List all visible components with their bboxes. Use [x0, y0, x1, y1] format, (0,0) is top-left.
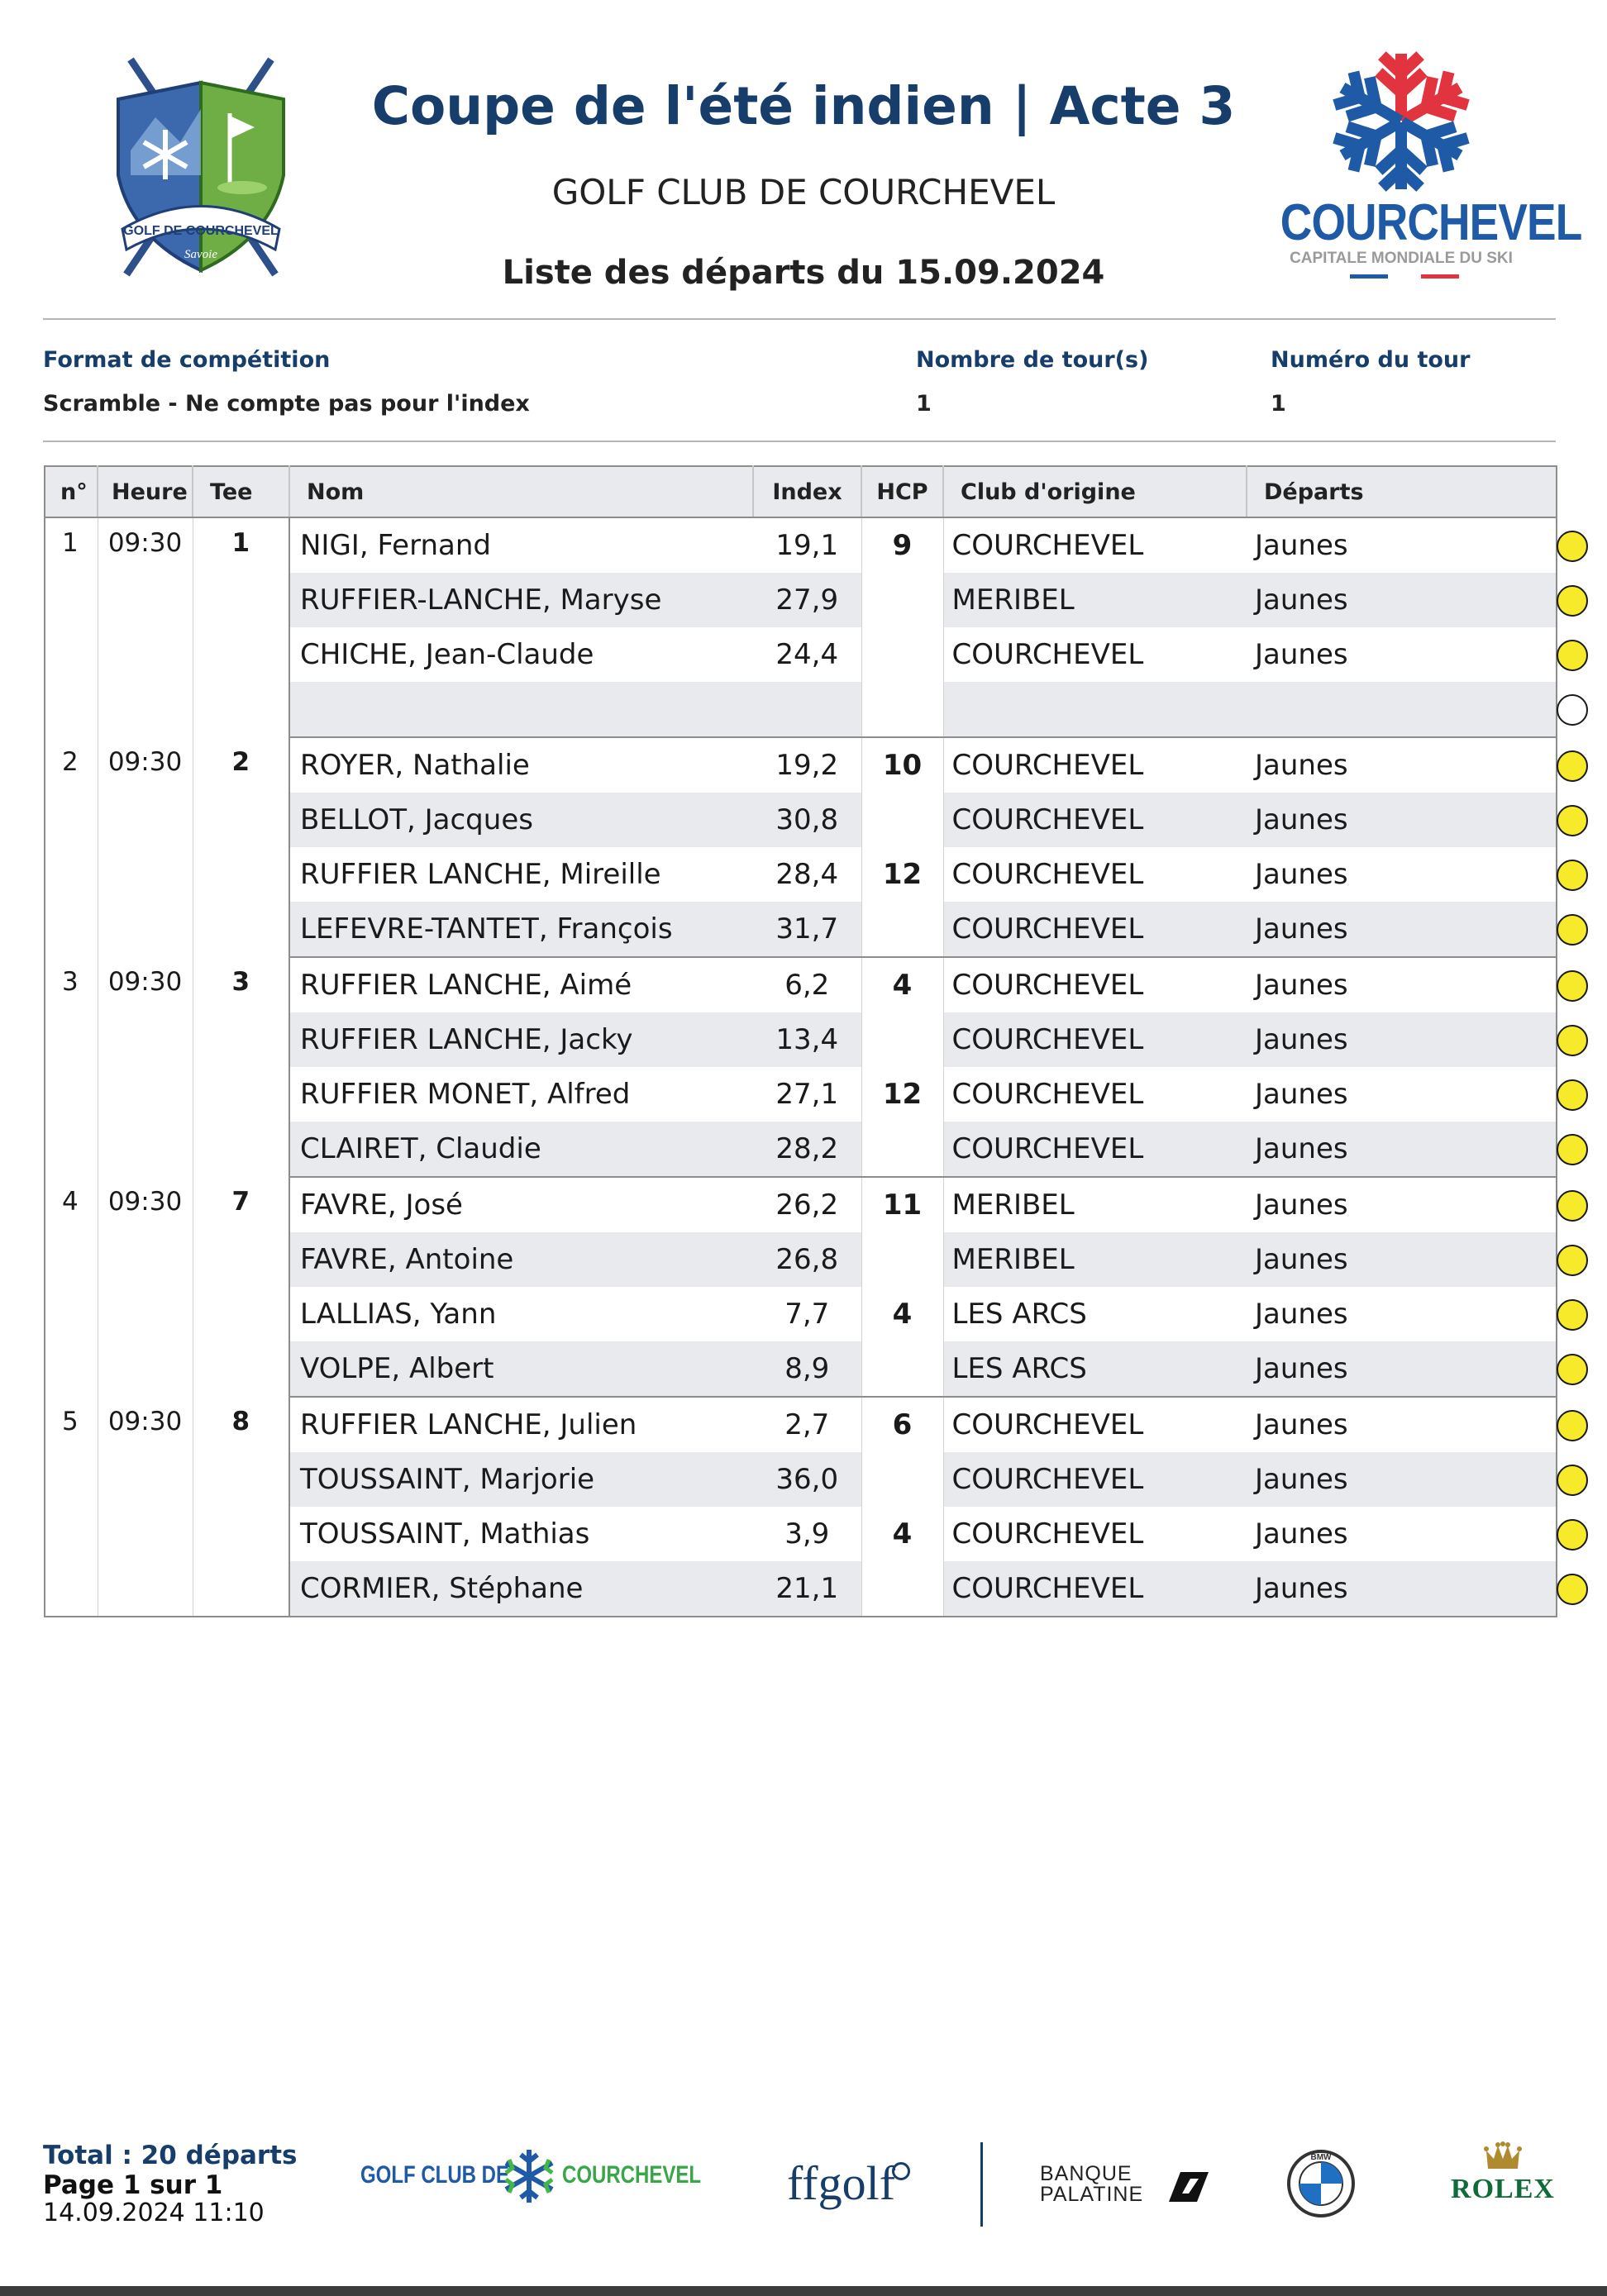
group-number: 5	[62, 1407, 79, 1436]
group-number: 3	[62, 967, 79, 997]
player-index: 28,2	[753, 1122, 861, 1177]
group-time: 09:30	[98, 517, 193, 737]
group-time: 09:30	[98, 1397, 193, 1617]
player-hcp	[861, 902, 943, 957]
player-tee-color: Jaunes	[1255, 1078, 1348, 1111]
player-tee-color: Jaunes	[1247, 1561, 1557, 1617]
player-name: VOLPE, Albert	[289, 1341, 753, 1397]
player-name: NIGI, Fernand	[300, 529, 491, 562]
player-index: 30,8	[753, 793, 861, 847]
ffgolf-text: ffgolf	[787, 2156, 896, 2210]
player-club: LES ARCS	[951, 1298, 1087, 1331]
yellow-tee-marker-icon	[1557, 1079, 1588, 1111]
player-club: COURCHEVEL	[951, 749, 1144, 782]
palatine-text: PALATINE	[1040, 2183, 1144, 2206]
player-hcp	[861, 573, 943, 627]
start-list-body	[45, 517, 1557, 1617]
player-club: COURCHEVEL	[951, 1408, 1144, 1441]
total-starts: Total : 20 départs	[43, 2141, 298, 2170]
group-number: 1	[62, 528, 79, 558]
yellow-tee-marker-icon	[1557, 1299, 1588, 1331]
player-hcp: 6	[861, 1397, 943, 1452]
player-club: COURCHEVEL	[951, 969, 1144, 1002]
yellow-tee-marker-icon	[1557, 914, 1588, 946]
club-name: GOLF CLUB DE COURCHEVEL	[551, 172, 1056, 212]
col-header-club: Club d'origine	[943, 466, 1247, 517]
page-indicator: Page 1 sur 1	[43, 2170, 223, 2200]
player-hcp	[861, 793, 943, 847]
player-row	[45, 517, 1557, 573]
rolex-text: ROLEX	[1451, 2174, 1555, 2204]
group-time: 09:30	[98, 1177, 193, 1397]
player-hcp	[861, 682, 943, 737]
courchevel-logo	[1261, 51, 1582, 287]
yellow-tee-marker-icon	[1557, 805, 1588, 836]
player-club: COURCHEVEL	[943, 902, 1247, 957]
player-name: RUFFIER LANCHE, Aimé	[300, 969, 632, 1002]
sponsor-ffgolf-logo	[787, 2155, 895, 2213]
player-hcp	[861, 1341, 943, 1397]
player-tee-color: Jaunes	[1247, 902, 1557, 957]
player-club: COURCHEVEL	[943, 1561, 1247, 1617]
player-club: LES ARCS	[943, 1341, 1247, 1397]
player-index: 27,1	[775, 1078, 839, 1111]
player-hcp: 4	[861, 1287, 943, 1341]
player-club: COURCHEVEL	[951, 1078, 1144, 1111]
player-index: 28,4	[775, 858, 839, 891]
player-tee-color: Jaunes	[1255, 858, 1348, 891]
col-header-number: n°	[45, 466, 98, 517]
player-hcp	[861, 627, 943, 682]
snowflake-icon	[499, 2146, 559, 2206]
courchevel-tagline: CAPITALE MONDIALE DU SKI	[1290, 250, 1513, 267]
player-row	[45, 1397, 1557, 1452]
player-hcp: 12	[861, 847, 943, 902]
player-index: 19,2	[775, 749, 839, 782]
group-time: 09:30	[98, 957, 193, 1177]
crest-subtext: Savoie	[184, 248, 217, 261]
rounds-label: Nombre de tour(s)	[916, 347, 1149, 373]
table-header-row	[45, 466, 1557, 517]
group-time: 09:30	[98, 737, 193, 957]
empty-tee-marker-icon	[1557, 694, 1588, 726]
player-hcp: 11	[861, 1177, 943, 1232]
player-name: RUFFIER LANCHE, Mireille	[300, 858, 661, 891]
player-name: FAVRE, José	[300, 1188, 463, 1222]
group-tee: 1	[193, 517, 289, 737]
player-tee-color: Jaunes	[1255, 1517, 1348, 1551]
sponsor-golf-club-courchevel-logo	[360, 2145, 708, 2211]
player-index: 26,8	[753, 1232, 861, 1287]
player-tee-color: Jaunes	[1247, 1452, 1557, 1507]
player-index	[753, 682, 861, 737]
sponsor-banque-palatine-logo	[1040, 2164, 1222, 2213]
player-row	[45, 737, 1557, 793]
player-hcp: 9	[861, 517, 943, 573]
player-index: 13,4	[753, 1012, 861, 1067]
yellow-tee-marker-icon	[1557, 1245, 1588, 1276]
sponsor-bmw-logo	[1286, 2149, 1356, 2218]
player-name: CHICHE, Jean-Claude	[300, 638, 594, 671]
player-index: 2,7	[784, 1408, 830, 1441]
player-hcp: 4	[861, 957, 943, 1012]
player-name: LEFEVRE-TANTET, François	[289, 902, 753, 957]
player-hcp	[861, 1012, 943, 1067]
player-name: TOUSSAINT, Marjorie	[289, 1452, 753, 1507]
player-index: 19,1	[775, 529, 839, 562]
yellow-tee-marker-icon	[1557, 1574, 1588, 1605]
player-club: COURCHEVEL	[943, 1012, 1247, 1067]
player-index: 27,9	[753, 573, 861, 627]
player-index: 26,2	[775, 1188, 839, 1222]
player-index: 8,9	[753, 1341, 861, 1397]
yellow-tee-marker-icon	[1557, 1134, 1588, 1165]
player-row	[45, 1177, 1557, 1232]
player-tee-color: Jaunes	[1255, 1188, 1348, 1222]
player-name: RUFFIER LANCHE, Julien	[300, 1408, 637, 1441]
courchevel-wordmark: COURCHEVEL	[1280, 194, 1582, 251]
crown-icon	[1445, 2141, 1561, 2174]
player-club	[943, 682, 1247, 737]
player-name: ROYER, Nathalie	[300, 749, 530, 782]
player-name: RUFFIER-LANCHE, Maryse	[289, 573, 753, 627]
yellow-tee-marker-icon	[1557, 585, 1588, 617]
col-header-starts: Départs	[1247, 466, 1557, 517]
player-index: 3,9	[784, 1517, 830, 1551]
group-number: 4	[62, 1187, 79, 1217]
group-tee: 8	[193, 1397, 289, 1617]
player-name: TOUSSAINT, Mathias	[300, 1517, 590, 1551]
player-name: CORMIER, Stéphane	[289, 1561, 753, 1617]
player-club: COURCHEVEL	[951, 858, 1144, 891]
yellow-tee-marker-icon	[1557, 1190, 1588, 1222]
col-header-time: Heure	[98, 466, 193, 517]
player-hcp	[861, 1561, 943, 1617]
player-tee-color: Jaunes	[1255, 969, 1348, 1002]
logo-underline-red	[1421, 274, 1459, 279]
player-club: COURCHEVEL	[951, 529, 1144, 562]
group-number: 2	[62, 747, 79, 777]
sponsor-courchevel-text: COURCHEVEL	[562, 2161, 702, 2189]
yellow-tee-marker-icon	[1557, 1410, 1588, 1441]
snowflake-icon	[1261, 51, 1542, 192]
col-header-name: Nom	[289, 466, 753, 517]
player-tee-color: Jaunes	[1247, 1232, 1557, 1287]
player-club: MERIBEL	[943, 1232, 1247, 1287]
col-header-tee: Tee	[193, 466, 289, 517]
player-name: CLAIRET, Claudie	[289, 1122, 753, 1177]
yellow-tee-marker-icon	[1557, 1354, 1588, 1385]
player-index: 24,4	[775, 638, 839, 671]
yellow-tee-marker-icon	[1557, 970, 1588, 1002]
player-hcp	[861, 1452, 943, 1507]
list-title: Liste des départs du 15.09.2024	[502, 254, 1105, 292]
player-index: 36,0	[753, 1452, 861, 1507]
player-hcp	[861, 1232, 943, 1287]
player-index: 6,2	[784, 969, 830, 1002]
sponsor-separator	[980, 2142, 983, 2227]
sponsor-golf-text: GOLF CLUB DE	[360, 2161, 509, 2189]
format-value: Scramble - Ne compte pas pour l'index	[43, 391, 530, 417]
player-row	[45, 957, 1557, 1012]
group-tee: 2	[193, 737, 289, 957]
start-list-table	[44, 465, 1557, 1617]
divider	[43, 441, 1556, 442]
player-hcp: 4	[861, 1507, 943, 1561]
player-index: 31,7	[753, 902, 861, 957]
col-header-index: Index	[753, 466, 861, 517]
yellow-tee-marker-icon	[1557, 1465, 1588, 1496]
player-club: COURCHEVEL	[943, 1122, 1247, 1177]
rounds-value: 1	[916, 391, 932, 417]
player-tee-color: Jaunes	[1255, 1298, 1348, 1331]
logo-underline-blue	[1350, 274, 1388, 279]
round-number-value: 1	[1271, 391, 1286, 417]
player-club: COURCHEVEL	[943, 1452, 1247, 1507]
player-tee-color	[1247, 682, 1557, 737]
player-tee-color: Jaunes	[1255, 638, 1348, 671]
player-name: BELLOT, Jacques	[289, 793, 753, 847]
player-hcp: 10	[861, 737, 943, 793]
player-tee-color: Jaunes	[1255, 1408, 1348, 1441]
player-name: RUFFIER MONET, Alfred	[300, 1078, 631, 1111]
player-index: 21,1	[753, 1561, 861, 1617]
yellow-tee-marker-icon	[1557, 531, 1588, 562]
player-tee-color: Jaunes	[1255, 529, 1348, 562]
page-title: Coupe de l'été indien | Acte 3	[371, 76, 1236, 136]
print-date: 14.09.2024 11:10	[43, 2198, 265, 2227]
player-hcp	[861, 1122, 943, 1177]
banque-text: BANQUE	[1040, 2162, 1133, 2185]
player-club: COURCHEVEL	[943, 793, 1247, 847]
sponsor-rolex-logo	[1445, 2141, 1561, 2215]
format-label: Format de compétition	[43, 347, 331, 373]
player-tee-color: Jaunes	[1247, 1012, 1557, 1067]
ffgolf-mark-icon	[892, 2162, 910, 2180]
crest-text: GOLF DE COURCHEVEL	[123, 224, 279, 238]
group-tee: 3	[193, 957, 289, 1177]
round-number-label: Numéro du tour	[1271, 347, 1471, 373]
player-name: LALLIAS, Yann	[300, 1298, 497, 1331]
yellow-tee-marker-icon	[1557, 750, 1588, 782]
player-tee-color: Jaunes	[1247, 1341, 1557, 1397]
player-club: MERIBEL	[943, 573, 1247, 627]
player-tee-color: Jaunes	[1247, 1122, 1557, 1177]
palatine-mark-icon	[1164, 2169, 1210, 2205]
yellow-tee-marker-icon	[1557, 640, 1588, 671]
player-index: 7,7	[784, 1298, 830, 1331]
yellow-tee-marker-icon	[1557, 860, 1588, 891]
player-club: MERIBEL	[951, 1188, 1075, 1222]
player-hcp: 12	[861, 1067, 943, 1122]
player-club: COURCHEVEL	[951, 1517, 1144, 1551]
player-club: COURCHEVEL	[951, 638, 1144, 671]
yellow-tee-marker-icon	[1557, 1025, 1588, 1056]
player-name: RUFFIER LANCHE, Jacky	[289, 1012, 753, 1067]
divider	[43, 318, 1556, 320]
group-tee: 7	[193, 1177, 289, 1397]
yellow-tee-marker-icon	[1557, 1519, 1588, 1551]
player-tee-color: Jaunes	[1255, 749, 1348, 782]
player-tee-color: Jaunes	[1247, 573, 1557, 627]
bottom-bar	[0, 2286, 1607, 2296]
player-name: FAVRE, Antoine	[289, 1232, 753, 1287]
player-name	[289, 682, 753, 737]
col-header-hcp: HCP	[861, 466, 943, 517]
player-tee-color: Jaunes	[1247, 793, 1557, 847]
bmw-text: BMW	[1310, 2153, 1332, 2162]
